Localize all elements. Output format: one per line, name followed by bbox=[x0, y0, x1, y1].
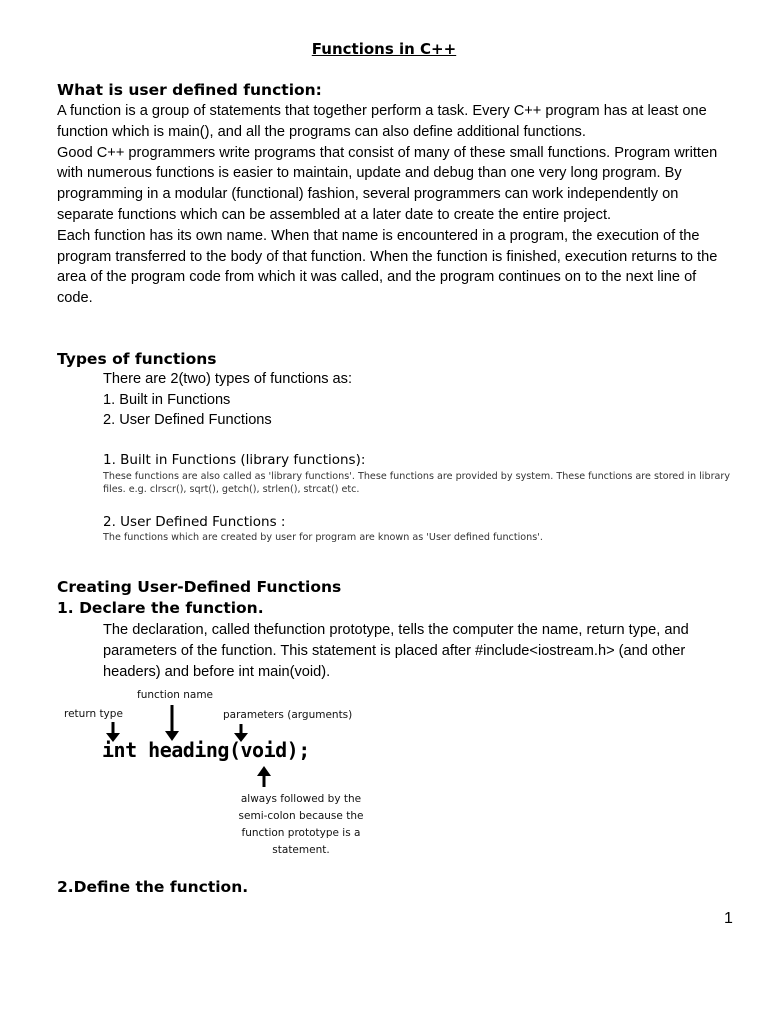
label-return-type: return type bbox=[64, 708, 123, 720]
builtin-functions-heading: 1. Built in Functions (library functions): bbox=[103, 452, 366, 468]
arrow-down-icon bbox=[165, 705, 179, 741]
semicolon-note: always followed by the semi-colon because the function prototype is a statement. bbox=[238, 793, 364, 856]
label-parameters: parameters (arguments) bbox=[223, 709, 353, 721]
section-heading-user-defined: What is user defined function: bbox=[57, 81, 322, 99]
page-title: Functions in C++ bbox=[311, 40, 457, 58]
step2-heading: 2.Define the function. bbox=[57, 878, 249, 896]
paragraph-3: Each function has its own name. When that name is encountered in a program, the execution of the program transferred to the body of that function. When the function is finished, execution returns to the area of the program code from which it was called, and the program continues on to the next line of code. bbox=[57, 227, 718, 307]
step1-heading: 1. Declare the function. bbox=[57, 599, 264, 617]
paragraph-2: Good C++ programmers write programs that consist of many of these small functions. Program written with numerous functions is easier to maintain, update and debug than one very long program. By programming in a modular (functional) fashion, several programmers can work independently on separate functions which can be assembled at a later date to create the entire project. bbox=[57, 144, 718, 223]
page-number: 1 bbox=[724, 910, 733, 927]
prototype-code: int heading(void); bbox=[102, 738, 310, 762]
user-functions-heading: 2. User Defined Functions : bbox=[103, 514, 286, 530]
types-intro: There are 2(two) types of functions as: bbox=[103, 371, 353, 387]
section-heading-types: Types of functions bbox=[57, 350, 217, 368]
types-list-item-2: 2. User Defined Functions bbox=[103, 412, 272, 428]
paragraph-1: A function is a group of statements that together perform a task. Every C++ program has at least one function which is main(), and all the programs can also define additional functions. bbox=[57, 103, 707, 140]
section-heading-creating: Creating User-Defined Functions bbox=[57, 578, 342, 596]
label-function-name: function name bbox=[137, 689, 214, 701]
user-functions-text: The functions which are created by user for program are known as 'User defined functions'. bbox=[103, 532, 543, 543]
builtin-functions-text: These functions are also called as 'library functions'. These functions are provided by system. These functions are stored in library files. e.g. clrscr(), sqrt(), getch(), strlen(), strcat() etc. bbox=[103, 471, 731, 495]
types-list-item-1: 1. Built in Functions bbox=[103, 392, 231, 408]
step1-text: The declaration, called thefunction prototype, tells the computer the name, return type, and parameters of the function. This statement is placed after #include<iostream.h> (and other headers) and before int main(void). bbox=[103, 622, 689, 680]
arrow-up-icon bbox=[257, 766, 271, 787]
